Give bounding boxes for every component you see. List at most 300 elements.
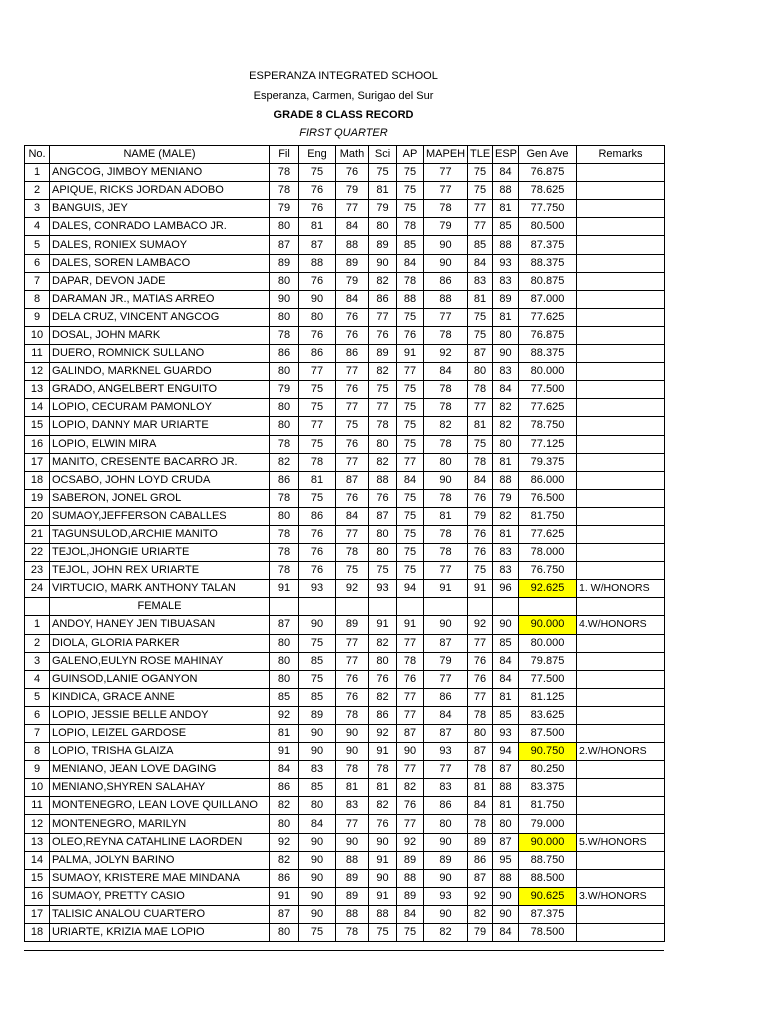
remarks [577,417,665,435]
grade-mapeh: 90 [424,833,468,851]
grade-eng: 75 [299,489,336,507]
grade-mapeh: 86 [424,272,468,290]
remarks [577,652,665,670]
general-average: 88.375 [519,345,577,363]
grade-ap: 94 [397,580,424,598]
remarks [577,688,665,706]
grade-sci: 93 [369,580,397,598]
grade-mapeh: 93 [424,887,468,905]
table-row [25,363,665,381]
grade-sci: 75 [369,164,397,182]
grade-math: 76 [336,688,369,706]
grade-mapeh: 81 [424,507,468,525]
general-average: 87.375 [519,236,577,254]
remarks [577,308,665,326]
grade-math: 79 [336,272,369,290]
table-row [25,833,665,851]
grade-fil: 80 [270,815,299,833]
header-row [25,146,665,164]
grade-math: 77 [336,634,369,652]
grade-ap: 89 [397,887,424,905]
grade-sci: 80 [369,525,397,543]
remarks [577,363,665,381]
grade-sci: 80 [369,218,397,236]
grade-tle: 79 [468,924,493,942]
grade-ap: 75 [397,525,424,543]
male-rows [25,164,665,598]
student-name: SUMAOY, KRISTERE MAE MINDANA [50,869,270,887]
general-average: 77.500 [519,381,577,399]
grade-mapeh: 87 [424,634,468,652]
grade-esp: 93 [493,254,519,272]
grade-tle: 75 [468,182,493,200]
row-number: 6 [25,254,50,272]
grade-mapeh: 78 [424,435,468,453]
remarks [577,290,665,308]
grade-fil: 78 [270,182,299,200]
row-number: 8 [25,290,50,308]
student-name: DOSAL, JOHN MARK [50,326,270,344]
grade-fil: 80 [270,670,299,688]
grade-mapeh: 90 [424,905,468,923]
general-average: 86.000 [519,471,577,489]
grade-mapeh: 78 [424,399,468,417]
grade-ap: 77 [397,363,424,381]
grade-mapeh: 80 [424,815,468,833]
grade-eng: 80 [299,797,336,815]
grade-sci: 82 [369,688,397,706]
col-header-ap: AP [397,146,424,164]
grade-mapeh: 77 [424,308,468,326]
grade-fil: 87 [270,905,299,923]
grade-mapeh: 78 [424,200,468,218]
grade-sci: 82 [369,272,397,290]
student-name: SABERON, JONEL GROL [50,489,270,507]
grade-math: 88 [336,905,369,923]
grade-fil: 90 [270,290,299,308]
grade-mapeh: 87 [424,725,468,743]
grade-esp: 87 [493,761,519,779]
grade-sci: 82 [369,634,397,652]
grade-tle: 81 [468,417,493,435]
grade-fil: 89 [270,254,299,272]
student-name: MONTENEGRO, MARILYN [50,815,270,833]
grade-fil: 86 [270,471,299,489]
section-cell [270,598,299,616]
grade-math: 89 [336,616,369,634]
grade-esp: 82 [493,399,519,417]
general-average: 77.625 [519,399,577,417]
general-average: 77.125 [519,435,577,453]
grade-eng: 76 [299,544,336,562]
table-row [25,399,665,417]
grade-tle: 89 [468,833,493,851]
quarter-label: FIRST QUARTER [299,127,388,139]
grade-sci: 88 [369,905,397,923]
grade-eng: 75 [299,164,336,182]
grade-ap: 75 [397,381,424,399]
section-cell [519,598,577,616]
grade-mapeh: 77 [424,562,468,580]
student-name: LOPIO, JESSIE BELLE ANDOY [50,706,270,724]
table-row [25,670,665,688]
general-average: 76.875 [519,326,577,344]
general-average: 76.875 [519,164,577,182]
grade-sci: 91 [369,851,397,869]
grade-esp: 79 [493,489,519,507]
grade-esp: 90 [493,345,519,363]
grade-tle: 81 [468,290,493,308]
grade-tle: 84 [468,254,493,272]
remarks [577,200,665,218]
grade-esp: 84 [493,670,519,688]
grade-fil: 80 [270,308,299,326]
student-name: DIOLA, GLORIA PARKER [50,634,270,652]
student-name: TEJOL, JOHN REX URIARTE [50,562,270,580]
remarks: 3.W/HONORS [577,887,665,905]
remarks [577,670,665,688]
general-average: 77.625 [519,525,577,543]
grade-ap: 75 [397,435,424,453]
grade-fil: 92 [270,706,299,724]
remarks [577,905,665,923]
grade-fil: 78 [270,326,299,344]
grade-ap: 87 [397,725,424,743]
grade-math: 87 [336,471,369,489]
col-header-fil: Fil [270,146,299,164]
student-name: SUMAOY, PRETTY CASIO [50,887,270,905]
table-row [25,634,665,652]
grade-esp: 95 [493,851,519,869]
general-average: 80.250 [519,761,577,779]
grade-mapeh: 78 [424,525,468,543]
remarks [577,399,665,417]
remarks [577,761,665,779]
col-header-tle: TLE [468,146,493,164]
grade-ap: 75 [397,164,424,182]
grade-esp: 88 [493,182,519,200]
col-header-mapeh: MAPEH [424,146,468,164]
grade-ap: 88 [397,290,424,308]
general-average: 83.375 [519,779,577,797]
general-average: 92.625 [519,580,577,598]
grade-esp: 84 [493,924,519,942]
row-number: 6 [25,706,50,724]
remarks [577,525,665,543]
grade-eng: 90 [299,616,336,634]
grade-ap: 75 [397,417,424,435]
grade-eng: 77 [299,363,336,381]
grade-ap: 75 [397,924,424,942]
general-average: 87.500 [519,725,577,743]
grade-esp: 81 [493,797,519,815]
grade-ap: 77 [397,706,424,724]
remarks [577,815,665,833]
grade-fil: 80 [270,652,299,670]
grade-sci: 81 [369,182,397,200]
grade-esp: 81 [493,525,519,543]
grade-eng: 90 [299,290,336,308]
table-row [25,272,665,290]
grade-ap: 75 [397,507,424,525]
row-number: 3 [25,200,50,218]
table-row [25,381,665,399]
grade-mapeh: 77 [424,761,468,779]
grade-math: 78 [336,924,369,942]
grade-ap: 77 [397,453,424,471]
general-average: 78.750 [519,417,577,435]
grade-math: 76 [336,164,369,182]
grade-mapeh: 77 [424,164,468,182]
grade-mapeh: 79 [424,652,468,670]
grade-math: 84 [336,290,369,308]
grade-ap: 78 [397,218,424,236]
student-name: BANGUIS, JEY [50,200,270,218]
general-average: 88.750 [519,851,577,869]
grade-math: 90 [336,743,369,761]
row-number: 10 [25,779,50,797]
grade-esp: 89 [493,290,519,308]
row-number: 5 [25,236,50,254]
row-number: 4 [25,670,50,688]
grade-tle: 84 [468,471,493,489]
grade-tle: 75 [468,164,493,182]
grade-tle: 78 [468,453,493,471]
student-name: GRADO, ANGELBERT ENGUITO [50,381,270,399]
grade-ap: 84 [397,905,424,923]
grade-math: 75 [336,562,369,580]
grade-tle: 76 [468,670,493,688]
row-number: 12 [25,363,50,381]
table-row [25,905,665,923]
remarks [577,236,665,254]
grade-math: 77 [336,525,369,543]
grade-ap: 78 [397,652,424,670]
remarks [577,779,665,797]
remarks [577,435,665,453]
general-average: 90.000 [519,616,577,634]
grade-eng: 90 [299,743,336,761]
grade-tle: 78 [468,815,493,833]
remarks [577,182,665,200]
grade-math: 90 [336,725,369,743]
row-number: 24 [25,580,50,598]
grade-tle: 77 [468,688,493,706]
grade-fil: 80 [270,924,299,942]
row-number: 15 [25,417,50,435]
grade-fil: 91 [270,743,299,761]
remarks [577,851,665,869]
general-average: 81.125 [519,688,577,706]
table-row [25,435,665,453]
grade-tle: 86 [468,851,493,869]
table-row [25,725,665,743]
grade-esp: 84 [493,652,519,670]
table-row [25,815,665,833]
grade-tle: 78 [468,381,493,399]
grade-eng: 85 [299,652,336,670]
grade-fil: 84 [270,761,299,779]
grade-ap: 90 [397,743,424,761]
table-row [25,761,665,779]
grade-ap: 77 [397,688,424,706]
general-average: 80.000 [519,634,577,652]
general-average: 88.500 [519,869,577,887]
grade-sci: 78 [369,417,397,435]
remarks [577,706,665,724]
remarks [577,725,665,743]
grade-eng: 85 [299,688,336,706]
remarks: 1. W/HONORS [577,580,665,598]
table-row [25,688,665,706]
grade-sci: 91 [369,887,397,905]
grade-math: 88 [336,236,369,254]
row-number: 11 [25,797,50,815]
grade-esp: 85 [493,634,519,652]
remarks [577,562,665,580]
student-name: MENIANO, JEAN LOVE DAGING [50,761,270,779]
section-cell [424,598,468,616]
grade-eng: 84 [299,815,336,833]
grade-mapeh: 88 [424,290,468,308]
grade-eng: 81 [299,218,336,236]
grade-esp: 83 [493,544,519,562]
grade-ap: 75 [397,489,424,507]
remarks [577,453,665,471]
student-name: KINDICA, GRACE ANNE [50,688,270,706]
grade-mapeh: 79 [424,218,468,236]
grade-eng: 86 [299,345,336,363]
general-average: 78.625 [519,182,577,200]
grade-tle: 83 [468,272,493,290]
general-average: 87.375 [519,905,577,923]
student-name: DALES, RONIEX SUMAOY [50,236,270,254]
grade-math: 76 [336,435,369,453]
grade-esp: 88 [493,471,519,489]
grade-sci: 76 [369,670,397,688]
grade-ap: 76 [397,326,424,344]
grade-fil: 92 [270,833,299,851]
grade-eng: 93 [299,580,336,598]
remarks [577,164,665,182]
row-number: 12 [25,815,50,833]
grade-esp: 84 [493,164,519,182]
grade-mapeh: 90 [424,236,468,254]
grade-sci: 80 [369,652,397,670]
female-rows [25,616,665,942]
grade-fil: 86 [270,779,299,797]
grade-sci: 76 [369,326,397,344]
grade-ap: 84 [397,254,424,272]
student-name: LOPIO, DANNY MAR URIARTE [50,417,270,435]
remarks [577,254,665,272]
row-number: 13 [25,381,50,399]
grade-ap: 91 [397,345,424,363]
student-name: LOPIO, CECURAM PAMONLOY [50,399,270,417]
grade-math: 76 [336,326,369,344]
grade-ap: 91 [397,616,424,634]
student-name: MONTENEGRO, LEAN LOVE QUILLANO [50,797,270,815]
grade-tle: 82 [468,905,493,923]
grade-eng: 83 [299,761,336,779]
grade-sci: 79 [369,200,397,218]
row-number: 11 [25,345,50,363]
grade-sci: 90 [369,869,397,887]
general-average: 90.750 [519,743,577,761]
grade-fil: 82 [270,797,299,815]
grade-sci: 81 [369,779,397,797]
grade-esp: 88 [493,779,519,797]
general-average: 81.750 [519,797,577,815]
grade-sci: 88 [369,471,397,489]
grade-fil: 82 [270,851,299,869]
class-record-table [24,145,665,942]
school-name: ESPERANZA INTEGRATED SCHOOL [249,70,438,82]
student-name: URIARTE, KRIZIA MAE LOPIO [50,924,270,942]
student-name: GALENO,EULYN ROSE MAHINAY [50,652,270,670]
row-number: 16 [25,887,50,905]
grade-mapeh: 77 [424,182,468,200]
grade-esp: 93 [493,725,519,743]
grade-math: 92 [336,580,369,598]
grade-tle: 76 [468,652,493,670]
general-average: 76.500 [519,489,577,507]
grade-math: 81 [336,779,369,797]
grade-eng: 77 [299,417,336,435]
grade-esp: 87 [493,833,519,851]
student-name: GUINSOD,LANIE OGANYON [50,670,270,688]
row-number: 7 [25,272,50,290]
general-average: 90.625 [519,887,577,905]
grade-esp: 82 [493,507,519,525]
grade-ap: 76 [397,670,424,688]
general-average: 80.500 [519,218,577,236]
grade-fil: 78 [270,164,299,182]
row-number: 17 [25,453,50,471]
grade-eng: 90 [299,869,336,887]
grade-tle: 76 [468,544,493,562]
row-number: 5 [25,688,50,706]
student-name: OCSABO, JOHN LOYD CRUDA [50,471,270,489]
grade-tle: 77 [468,200,493,218]
student-name: LOPIO, TRISHA GLAIZA [50,743,270,761]
grade-tle: 80 [468,363,493,381]
grade-tle: 75 [468,308,493,326]
grade-tle: 78 [468,706,493,724]
grade-fil: 80 [270,417,299,435]
row-number: 16 [25,435,50,453]
grade-sci: 90 [369,254,397,272]
grade-mapeh: 78 [424,544,468,562]
grade-sci: 86 [369,290,397,308]
grade-tle: 79 [468,507,493,525]
remarks: 4.W/HONORS [577,616,665,634]
grade-fil: 86 [270,345,299,363]
table-row [25,706,665,724]
remarks: 2.W/HONORS [577,743,665,761]
grade-sci: 82 [369,797,397,815]
grade-ap: 75 [397,562,424,580]
general-average: 88.375 [519,254,577,272]
grade-ap: 89 [397,851,424,869]
grade-mapeh: 89 [424,851,468,869]
table-bottom-rule [24,950,664,951]
general-average: 80.000 [519,363,577,381]
student-name: APIQUE, RICKS JORDAN ADOBO [50,182,270,200]
grade-mapeh: 93 [424,743,468,761]
grade-ap: 75 [397,182,424,200]
grade-esp: 80 [493,435,519,453]
